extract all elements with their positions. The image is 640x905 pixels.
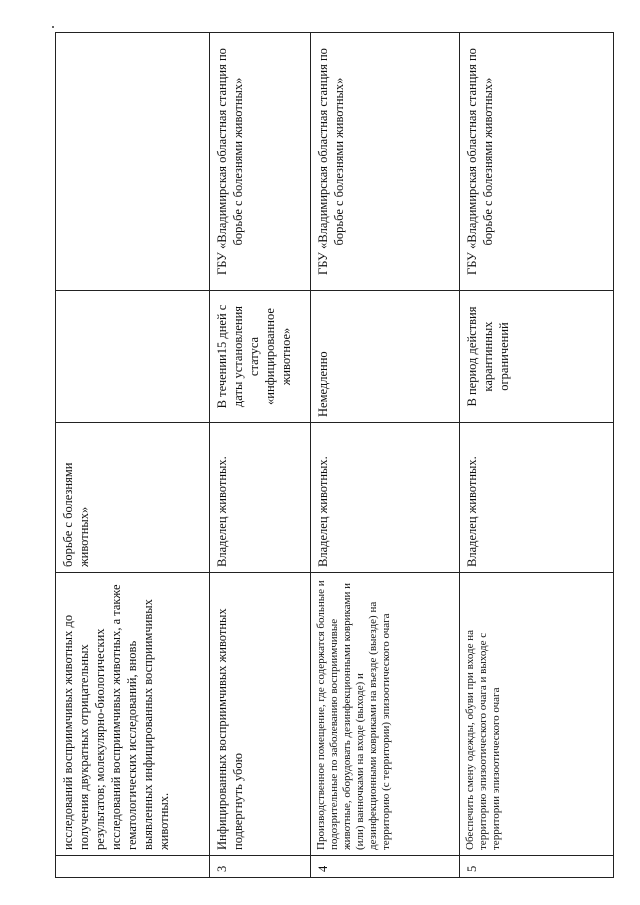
action-cell: Обеспечить смену одежды, обуви при входе на территорию эпизоотического очага и выходе с территории эпизоотического очага xyxy=(460,573,614,856)
table-row xyxy=(460,33,614,878)
row-number: 4 xyxy=(311,856,460,878)
table-row xyxy=(210,33,311,878)
action-cell: Инфицированных восприимчивых животных подвергнуть убою xyxy=(210,573,311,856)
scan-speck xyxy=(52,26,54,28)
measures-table xyxy=(55,32,614,878)
row-number: 5 xyxy=(460,856,614,878)
responsible-cell: борьбе с болезнями животных» xyxy=(56,423,210,573)
term-cell: Немедленно xyxy=(311,291,460,423)
action-cell: Производственное помещение, где содержатся больные и подозрительные по заболеванию восприимчивые животные, оборудовать дезинфекционными ковриками и (или) ванночками на входе (выходе) и дезинфекционными ковриками на въезде (выезде) на территорию (с территории) эпизоотического очага xyxy=(311,573,460,856)
executor-cell: ГБУ «Владимирская областная станция по борьбе с болезнями животных» xyxy=(311,33,460,291)
rotated-page xyxy=(55,33,580,878)
responsible-cell: Владелец животных. xyxy=(311,423,460,573)
executor-cell xyxy=(56,33,210,291)
row-number: 3 xyxy=(210,856,311,878)
row-number xyxy=(56,856,210,878)
responsible-cell: Владелец животных. xyxy=(210,423,311,573)
action-cell: исследований восприимчивых животных до получения двукратных отрицательных результатов; молекулярно-биологических исследований восприимчивых животных, а также гематологических исследований, вновь выявленных инфицированных восприимчивых животных. xyxy=(56,573,210,856)
term-cell: В течении15 дней с даты установления статуса «инфицированное животное» xyxy=(210,291,311,423)
term-cell xyxy=(56,291,210,423)
table-row xyxy=(311,33,460,878)
table-row xyxy=(56,33,210,878)
responsible-cell: Владелец животных. xyxy=(460,423,614,573)
executor-cell: ГБУ «Владимирская областная станция по борьбе с болезнями животных» xyxy=(210,33,311,291)
term-cell: В период действия карантинных ограничений xyxy=(460,291,614,423)
executor-cell: ГБУ «Владимирская областная станция по борьбе с болезнями животных» xyxy=(460,33,614,291)
